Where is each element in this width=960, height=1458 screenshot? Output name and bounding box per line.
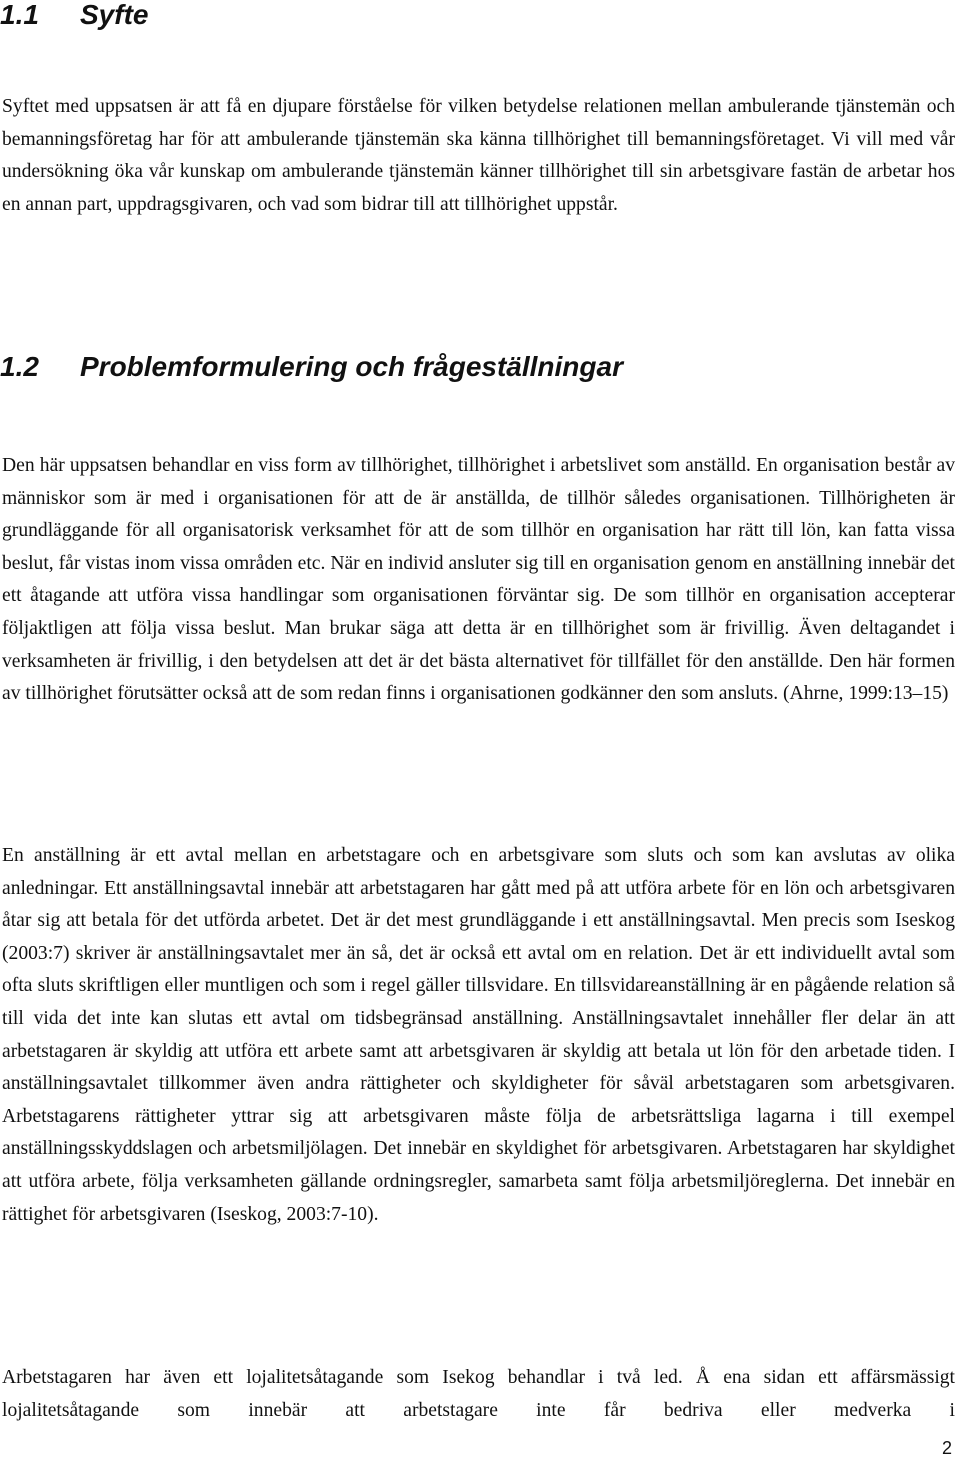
section-number: 1.1 bbox=[0, 0, 39, 30]
body-paragraph-3: Arbetstagaren har även ett lojalitetsåtagande som Isekog behandlar i två led. Å ena sidan ett affärsmässigt lojalitetsåtagande som innebär att arbetstagare inte får bedriva eller medverka i bbox=[2, 1367, 955, 1421]
body-paragraph-1: Den här uppsatsen behandlar en viss form av tillhörighet, tillhörighet i arbetslivet som anställd. En organisation består av människor som är med i organisationen för att de är anställda, de tillhör således organisationen. Tillhörigheten är grundläggande för all organisatorisk verksamhet för att de som tillhör en organisation har rätt till lön, kan fatta vissa beslut, får vistas inom vissa områden etc. När en individ ansluter sig till en organisation genom en anställning innebär det ett åtagande att utföra vissa handlingar som organisationen förväntar sig. De som tillhör en organisation accepterar följaktligen att följa vissa beslut. Man brukar säga att detta är en tillhörighet som är frivillig. Även deltagandet i verksamheten är frivillig, i den betydelsen att det är det bästa alternativet för tillfället för den anställde. Den här formen av tillhörighet förutsätter också att de som redan finns i organisationen godkänner den som ansluts. (Ahrne, 1999:13‒15) bbox=[2, 455, 955, 705]
section-number: 1.2 bbox=[0, 351, 39, 382]
body-paragraph-2: En anställning är ett avtal mellan en arbetstagare och en arbetsgivare som sluts och som kan avslutas av olika anledningar. Ett anställningsavtal innebär att arbetstagaren har gått med på att utföra arbete för en lön och arbetsgivaren åtar sig att betala för det utförda arbetet. Det är det mest grundläggande i ett anställningsavtal. Men precis som Iseskog (2003:7) skriver är anställningsavtalet mer än så, det är också ett avtal om en relation. Det är ett individuellt avtal som ofta sluts skriftligen eller muntligen och som i regel gäller tillsvidare. En tillsvidareanställning är en pågående relation så till vida det inte kan slutas ett avtal om tidsbegränsad anställning. Anställningsavtalet innehåller fler delar än att arbetstagaren är skyldig att utföra ett arbete samt att arbetsgivaren är skyldig att betala ut lön för den arbetade tiden. I anställningsavtalet tillkommer även andra rättigheter och skyldigheter för såväl arbetstagaren som arbetsgivaren. Arbetstagarens rättigheter yttrar sig att arbetsgivaren måste följa de arbetsrättsliga lagarna i till exempel anställningsskyddslagen och arbetsmiljölagen. Det innebär en skyldighet för arbetsgivaren. Arbetstagaren har skyldighet att utföra arbete, följa verksamheten gällande ordningsregler, samarbeta samt följa arbetsmiljöreglerna. Det innebär en rättighet för arbetsgivaren (Iseskog, 2003:7-10). bbox=[2, 845, 955, 1225]
page-number: 2 bbox=[941, 1438, 952, 1458]
section-title: Problemformulering och frågeställningar bbox=[80, 351, 623, 382]
section-heading-1-1 bbox=[0, 0, 148, 30]
section-heading-1-2 bbox=[0, 352, 623, 382]
section-title: Syfte bbox=[80, 0, 149, 30]
syfte-paragraph: Syftet med uppsatsen är att få en djupare förståelse för vilken betydelse relationen mellan ambulerande tjänstemän och bemanningsföretag har för att ambulerande tjänstemän ska känna tillhörighet till bemanningsföretaget. Vi vill med vår undersökning öka vår kunskap om ambulerande tjänstemän känner tillhörighet till sin arbetsgivare fastän de arbetar hos en annan part, uppdragsgivaren, och vad som bidrar till att tillhörighet uppstår. bbox=[2, 96, 955, 215]
